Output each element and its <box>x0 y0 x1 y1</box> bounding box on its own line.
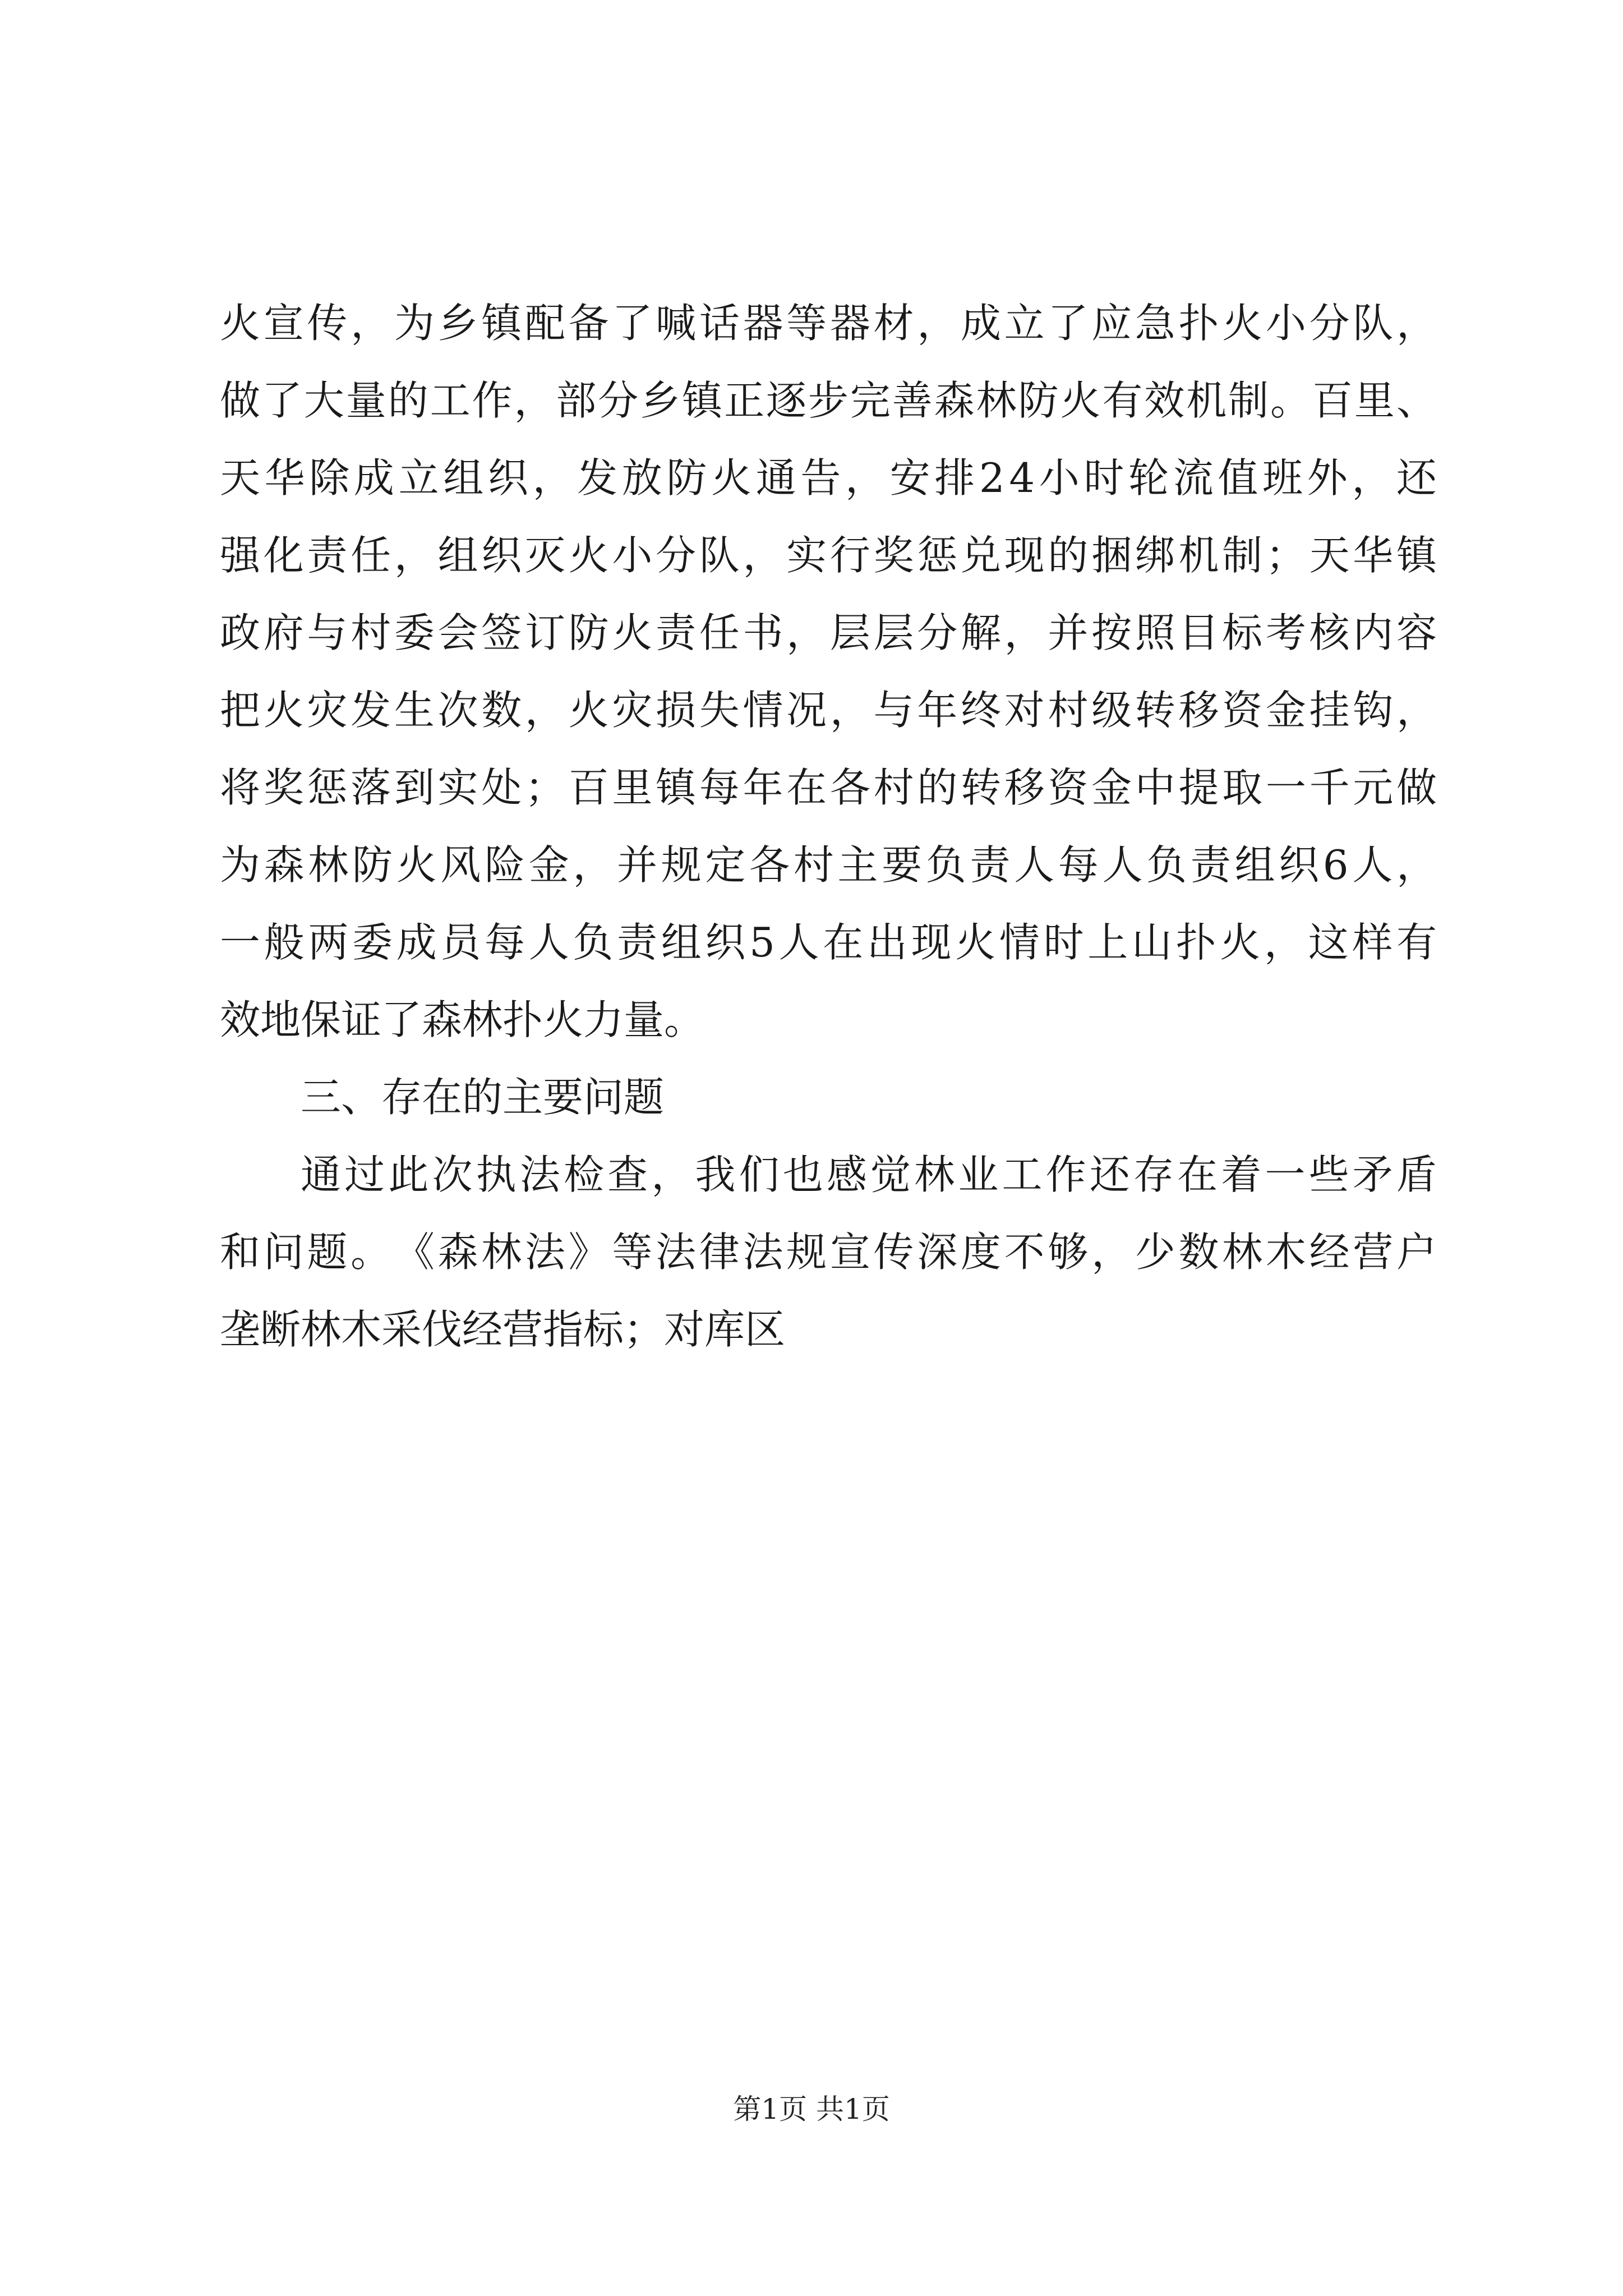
text-line: 把 火 灾 发 生 次 数 ， 火 灾 损 失 情 况 ， 与 年 终 对 村 级 转 移 资 金 挂 钩 ， <box>220 687 1437 734</box>
text-line: 天 华 除 成 立 组 织 ， 发 放 防 火 通 告 ， 安 排 2 4 小 时 轮 流 值 班 外 ， 还 <box>220 454 1437 501</box>
page-footer: 第1页 共1页 <box>733 2093 890 2125</box>
text-line: 和 问 题 。 《 森 林 法 》 等 法 律 法 规 宣 传 深 度 不 够 ， 少 数 林 木 经 营 户 <box>220 1228 1437 1276</box>
text-line: 垄断林木采伐经营指标；对库区 <box>220 1306 786 1353</box>
body-text <box>220 300 1437 1387</box>
text-line: 做 了 大 量 的 工 作 ， 部 分 乡 镇 正 逐 步 完 善 森 林 防 火 有 效 机 制 。 百 里 、 <box>220 377 1437 424</box>
text-line: 强 化 责 任 ， 组 织 灭 火 小 分 队 ， 实 行 奖 惩 兑 现 的 捆 绑 机 制 ； 天 华 镇 <box>220 532 1437 579</box>
text-line: 效地保证了森林扑火力量。 <box>220 996 705 1043</box>
text-line: 将 奖 惩 落 到 实 处 ； 百 里 镇 每 年 在 各 村 的 转 移 资 金 中 提 取 一 千 元 做 <box>220 764 1437 811</box>
section-heading: 三、存在的主要问题 <box>301 1074 665 1121</box>
text-line: 为 森 林 防 火 风 险 金 ， 并 规 定 各 村 主 要 负 责 人 每 人 负 责 组 织 6 人 ， <box>220 841 1437 889</box>
text-line: 火 宣 传 ， 为 乡 镇 配 备 了 喊 话 器 等 器 材 ， 成 立 了 应 急 扑 火 小 分 队 ， <box>220 300 1437 347</box>
text-line: 一 般 两 委 成 员 每 人 负 责 组 织 5 人 在 出 现 火 情 时 上 山 扑 火 ， 这 样 有 <box>220 919 1437 966</box>
text-line: 通 过 此 次 执 法 检 查 ， 我 们 也 感 觉 林 业 工 作 还 存 在 着 一 些 矛 盾 <box>301 1151 1437 1198</box>
text-line: 政 府 与 村 委 会 签 订 防 火 责 任 书 ， 层 层 分 解 ， 并 按 照 目 标 考 核 内 容 <box>220 609 1437 656</box>
